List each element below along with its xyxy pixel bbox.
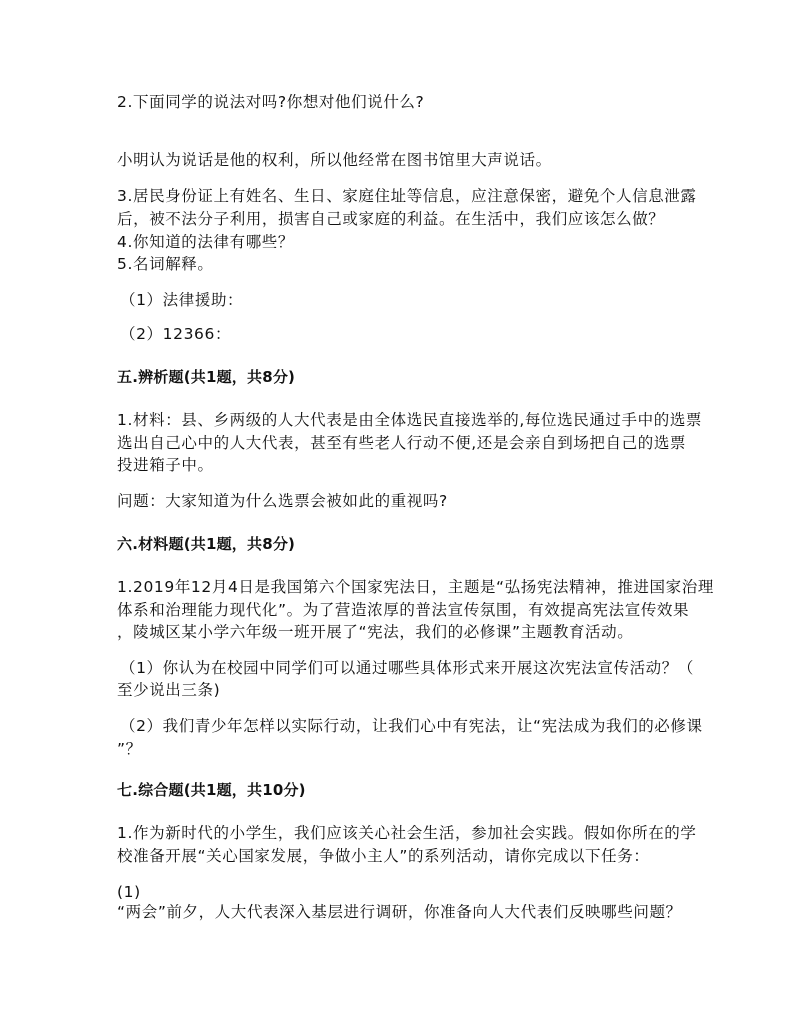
question-4-3-line-2: 后，被不法分子利用，损害自己或家庭的利益。在生活中，我们应该怎么做？ bbox=[117, 210, 665, 228]
section-7-title: 七.综合题(共1题，共10分) bbox=[117, 781, 306, 799]
section-5-question-prompt: 问题：大家知道为什么选票会被如此的重视吗? bbox=[117, 492, 448, 510]
section-5-title: 五.辨析题(共1题，共8分) bbox=[117, 368, 296, 386]
question-4-5-item-1: （1）法律援助： bbox=[120, 291, 244, 309]
question-4-5: 5.名词解释。 bbox=[117, 255, 214, 273]
question-4-2-statement: 小明认为说话是他的权利，所以他经常在图书馆里大声说话。 bbox=[117, 151, 552, 169]
section-6-sub-2-line-2: ”？ bbox=[117, 740, 142, 758]
section-6-sub-1-line-2: 至少说出三条) bbox=[117, 681, 221, 699]
section-7-sub-1-text: “两会”前夕，人大代表深入基层进行调研，你准备向人大代表们反映哪些问题？ bbox=[117, 903, 682, 921]
question-4-5-item-2: （2）12366： bbox=[120, 325, 232, 343]
section-6-question-1-line-3: ，陵城区某小学六年级一班开展了“宪法，我们的必修课”主题教育活动。 bbox=[117, 623, 634, 641]
question-4-3-line-1: 3.居民身份证上有姓名、生日、家庭住址等信息，应注意保密，避免个人信息泄露 bbox=[117, 187, 697, 205]
section-5-question-1-line-3: 投进箱子中。 bbox=[117, 456, 214, 474]
section-7-question-1-line-2: 校准备开展“关心国家发展，争做小主人”的系列活动，请你完成以下任务： bbox=[117, 847, 650, 865]
section-6-sub-1-line-1: （1）你认为在校园中同学们可以通过哪些具体形式来开展这次宪法宣传活动？（ bbox=[120, 659, 694, 677]
section-5-question-1-line-1: 1.材料：县、乡两级的人大代表是由全体选民直接选举的,每位选民通过手中的选票 bbox=[117, 411, 703, 429]
section-6-question-1-line-2: 体系和治理能力现代化”。为了营造浓厚的普法宣传氛围，有效提高宪法宣传效果 bbox=[117, 601, 690, 619]
section-7-question-1-line-1: 1.作为新时代的小学生，我们应该关心社会生活，参加社会实践。假如你所在的学 bbox=[117, 824, 697, 842]
section-6-title: 六.材料题(共1题，共8分) bbox=[117, 535, 296, 553]
question-4-4: 4.你知道的法律有哪些？ bbox=[117, 233, 294, 251]
section-6-question-1-line-1: 1.2019年12月4日是我国第六个国家宪法日，主题是“弘扬宪法精神，推进国家治理 bbox=[117, 578, 714, 596]
section-5-question-1-line-2: 选出自己心中的人大代表，甚至有些老人行动不便,还是会亲自到场把自己的选票 bbox=[117, 434, 687, 452]
section-7-sub-1-number: (1) bbox=[117, 883, 141, 901]
section-6-sub-2-line-1: （2）我们青少年怎样以实际行动，让我们心中有宪法，让“宪法成为我们的必修课 bbox=[120, 717, 703, 735]
question-4-2: 2.下面同学的说法对吗?你想对他们说什么? bbox=[117, 93, 425, 111]
